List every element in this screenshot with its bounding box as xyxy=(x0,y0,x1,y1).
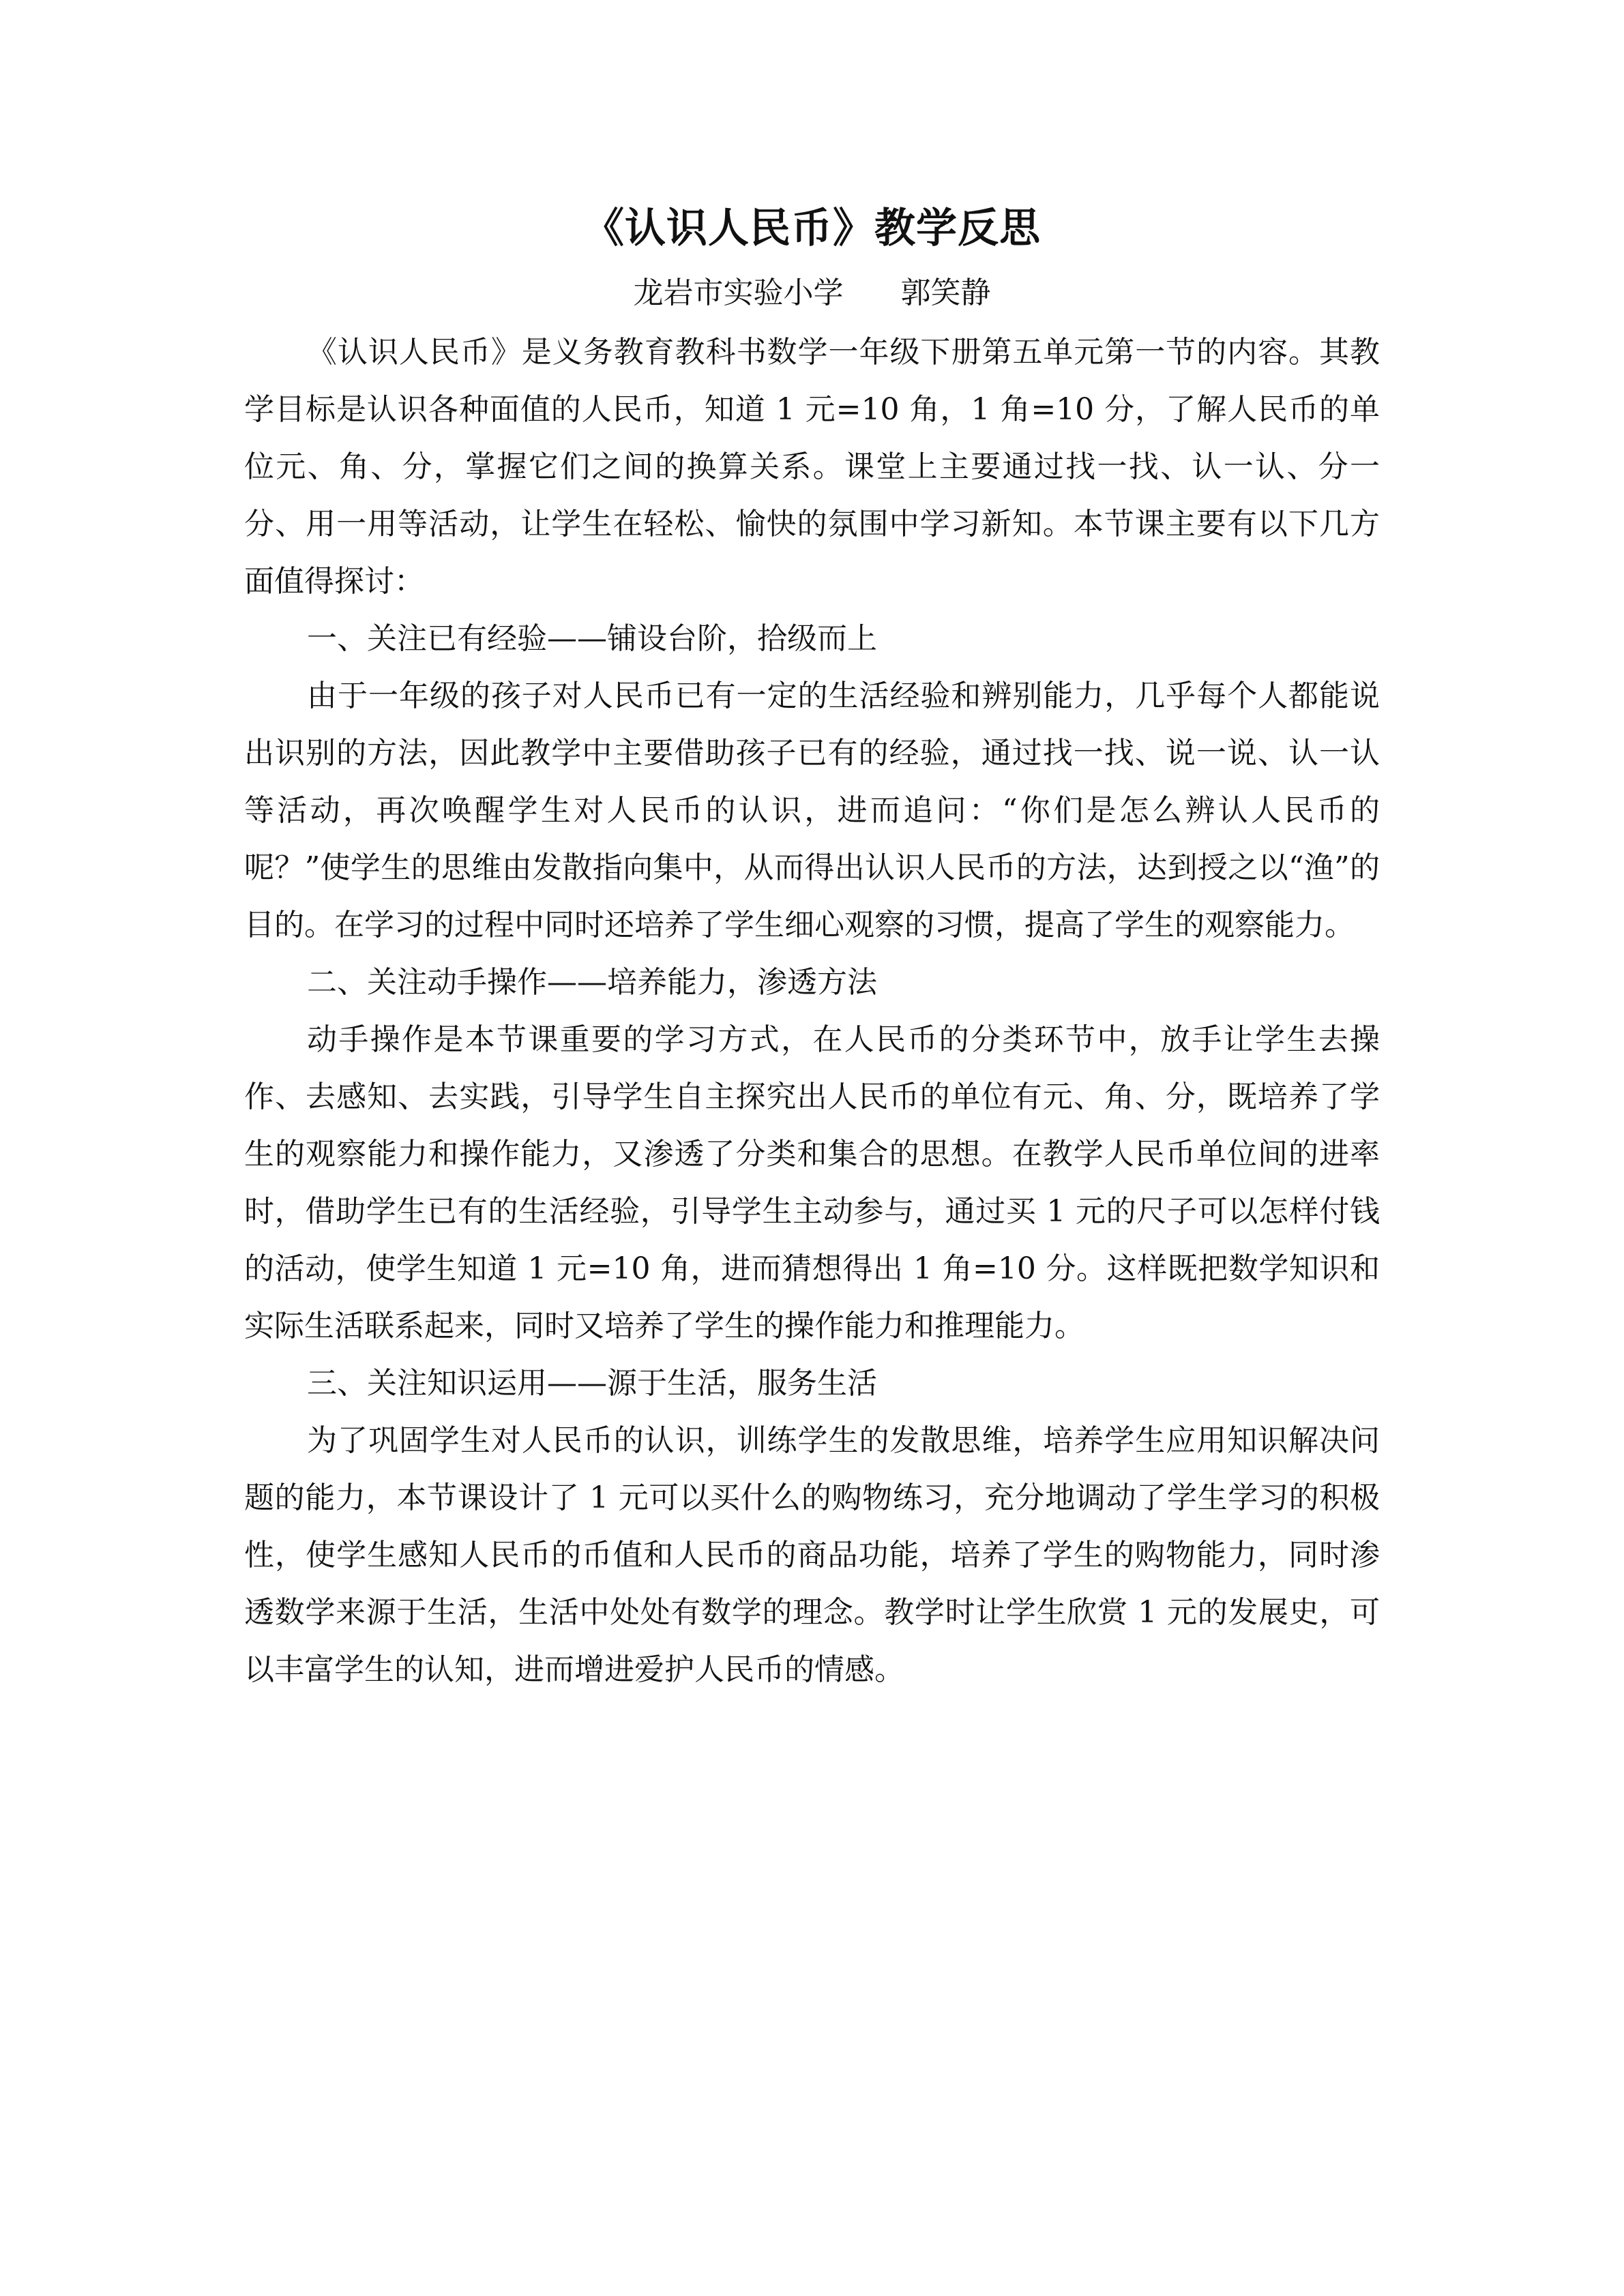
intro-paragraph: 《认识人民币》是义务教育教科书数学一年级下册第五单元第一节的内容。其教学目标是认识各种面值的人民币，知道 1 元=10 角，1 角=10 分，了解人民币的单位元、角、分，掌握它们之间的换算关系。课堂上主要通过找一找、认一认、分一分、用一用等活动，让学生在轻松、愉快的氛围中学习新知。本节课主要有以下几方面值得探讨： xyxy=(244,335,1380,599)
document-body xyxy=(244,324,1380,1699)
author-school: 龙岩市实验小学 xyxy=(633,275,844,310)
section-heading-2: 二、关注动手操作——培养能力，渗透方法 xyxy=(307,965,877,1000)
section-heading-1: 一、关注已有经验——铺设台阶，拾级而上 xyxy=(307,621,877,656)
author-name: 郭笑静 xyxy=(900,275,991,310)
author-line xyxy=(0,269,1624,317)
section-paragraph-3: 为了巩固学生对人民币的认识，训练学生的发散思维，培养学生应用知识解决问题的能力，本节课设计了 1 元可以买什么的购物练习，充分地调动了学生学习的积极性，使学生感知人民币的币值和人民币的商品功能，培养了学生的购物能力，同时渗透数学来源于生活，生活中处处有数学的理念。教学时让学生欣赏 1 元的发展史，可以丰富学生的认知，进而增进爱护人民币的情感。 xyxy=(244,1423,1380,1687)
document-title: 《认识人民币》教学反思 xyxy=(583,205,1041,252)
section-paragraph-2: 动手操作是本节课重要的学习方式，在人民币的分类环节中，放手让学生去操作、去感知、去实践，引导学生自主探究出人民币的单位有元、角、分，既培养了学生的观察能力和操作能力，又渗透了分类和集合的思想。在教学人民币单位间的进率时，借助学生已有的生活经验，引导学生主动参与，通过买 1 元的尺子可以怎样付钱的活动，使学生知道 1 元=10 角，进而猜想得出 1 角=10 分。这样既把数学知识和实际生活联系起来，同时又培养了学生的操作能力和推理能力。 xyxy=(244,1022,1380,1343)
section-paragraph-1: 由于一年级的孩子对人民币已有一定的生活经验和辨别能力，几乎每个人都能说出识别的方法，因此教学中主要借助孩子已有的经验，通过找一找、说一说、认一认等活动，再次唤醒学生对人民币的认识，进而追问：“你们是怎么辨认人民币的呢？”使学生的思维由发散指向集中，从而得出认识人民币的方法，达到授之以“渔”的目的。在学习的过程中同时还培养了学生细心观察的习惯，提高了学生的观察能力。 xyxy=(244,679,1380,942)
section-heading-3: 三、关注知识运用——源于生活，服务生活 xyxy=(307,1366,877,1401)
